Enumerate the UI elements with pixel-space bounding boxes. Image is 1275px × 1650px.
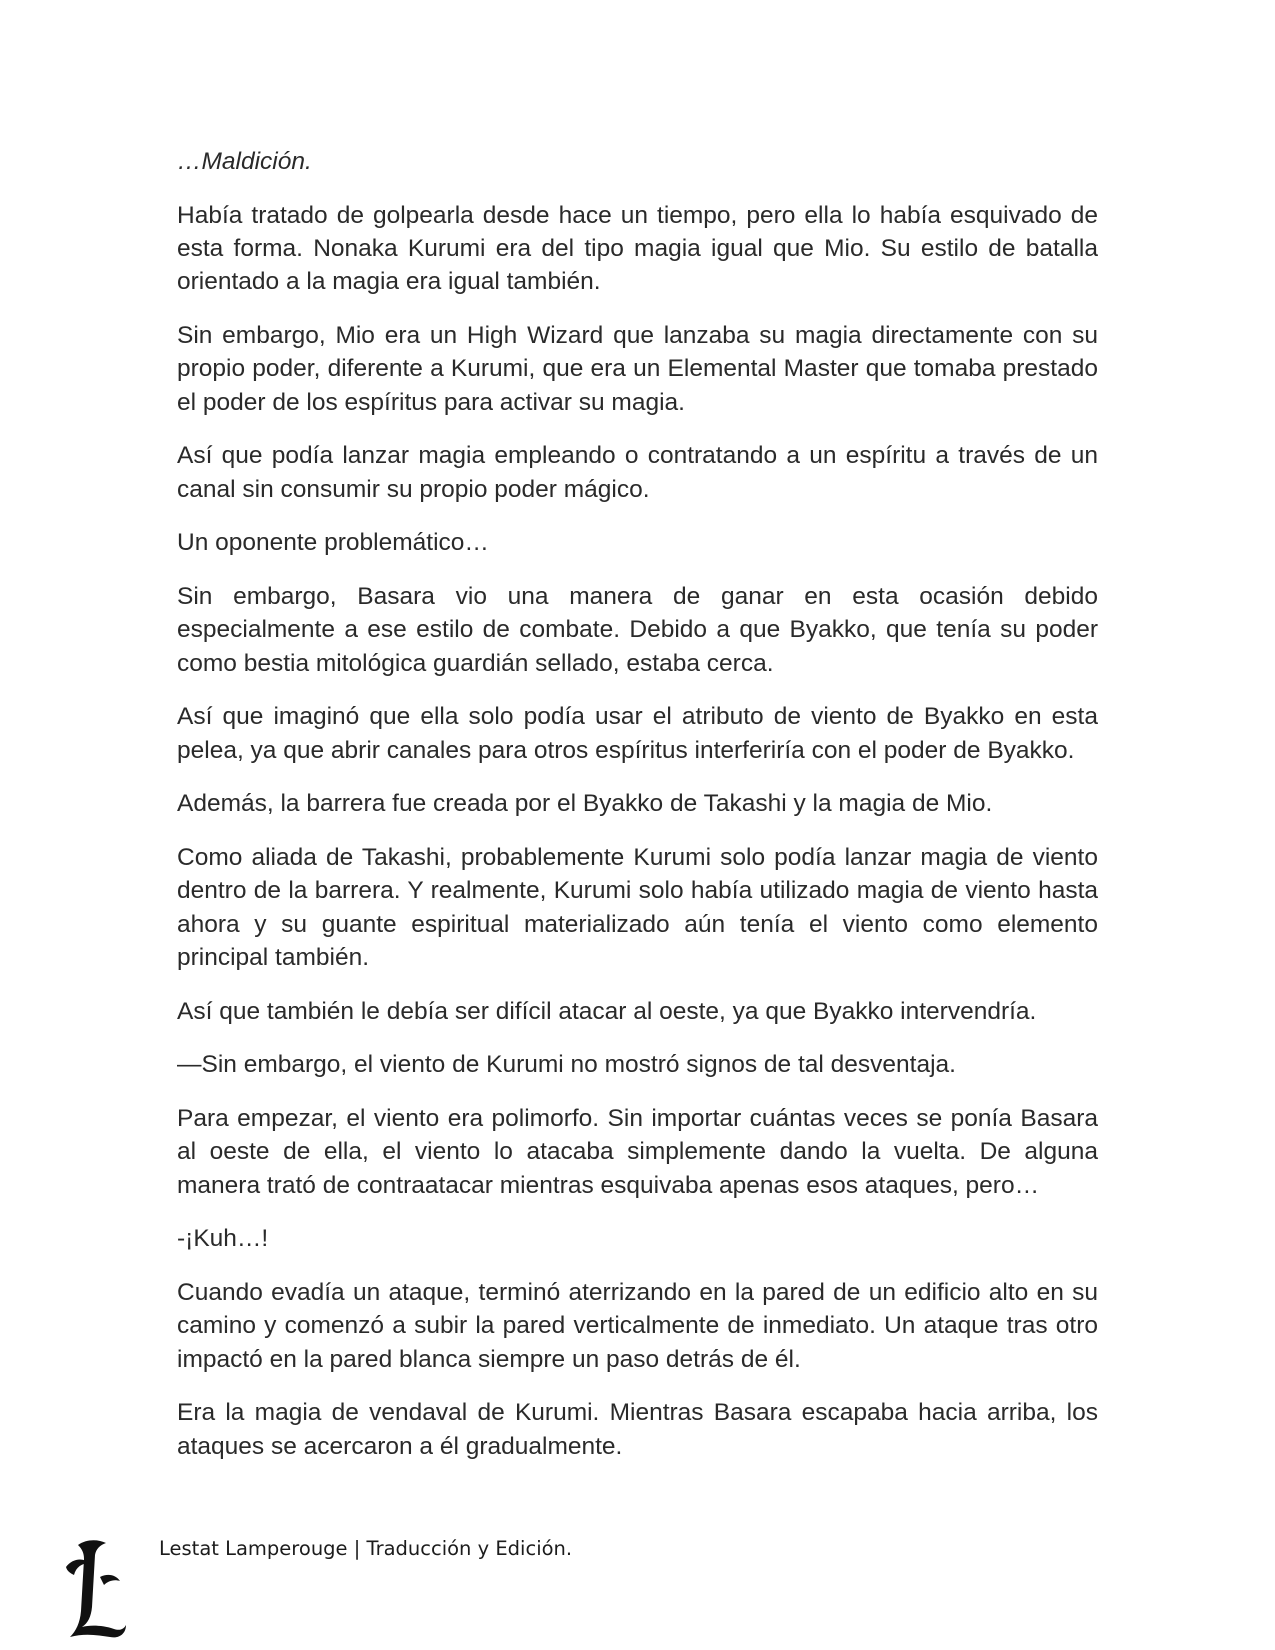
paragraph-2: Había tratado de golpearla desde hace un tiempo, pero ella lo había esquivado de esta forma. Nonaka Kurumi era del tipo magia igual que Mio. Su estilo de batalla orientado a la magia era igual también.: [177, 201, 1098, 296]
gothic-l-logo: [64, 1537, 128, 1639]
paragraph-3: Sin embargo, Mio era un High Wizard que lanzaba su magia directamente con su propio poder, diferente a Kurumi, que era un Elemental Master que tomaba prestado el poder de los espíritus para activar su magia.: [177, 322, 1098, 416]
page-footer: [64, 1537, 764, 1647]
paragraph-10: Así que también le debía ser difícil atacar al oeste, ya que Byakko intervendría.: [177, 997, 1037, 1025]
paragraph-1: …Maldición.: [177, 148, 312, 175]
paragraph-7: Así que imaginó que ella solo podía usar el atributo de viento de Byakko en esta pelea, ya que abrir canales para otros espíritus interferiría con el poder de Byakko.: [177, 703, 1098, 764]
paragraph-9: Como aliada de Takashi, probablemente Kurumi solo podía lanzar magia de viento dentro de la barrera. Y realmente, Kurumi solo había utilizado magia de viento hasta ahora y su guante espiritual materializado aún tenía el viento como elemento principal también.: [177, 844, 1098, 972]
page-body: [177, 145, 1098, 1483]
paragraph-6: Sin embargo, Basara vio una manera de ganar en esta ocasión debido especialmente a ese estilo de combate. Debido a que Byakko, que tenía su poder como bestia mitológica guardián sellado, estaba cerca.: [177, 583, 1098, 677]
paragraph-14: Cuando evadía un ataque, terminó aterrizando en la pared de un edificio alto en su camino y comenzó a subir la pared verticalmente de inmediato. Un ataque tras otro impactó en la pared blanca siempre un paso detrás de él.: [177, 1279, 1098, 1373]
footer-credit: Lestat Lamperouge | Traducción y Edición.: [159, 1537, 573, 1560]
paragraph-5: Un oponente problemático…: [177, 529, 489, 557]
paragraph-11: —Sin embargo, el viento de Kurumi no mostró signos de tal desventaja.: [177, 1051, 956, 1079]
paragraph-8: Además, la barrera fue creada por el Byakko de Takashi y la magia de Mio.: [177, 790, 993, 818]
paragraph-12: Para empezar, el viento era polimorfo. Sin importar cuántas veces se ponía Basara al oeste de ella, el viento lo atacaba simplemente dando la vuelta. De alguna manera trató de contraatacar mientras esquivaba apenas esos ataques, pero…: [177, 1105, 1098, 1199]
paragraph-15: Era la magia de vendaval de Kurumi. Mientras Basara escapaba hacia arriba, los ataques se acercaron a él gradualmente.: [177, 1399, 1098, 1460]
paragraph-13: -¡Kuh…!: [177, 1225, 269, 1253]
paragraph-4: Así que podía lanzar magia empleando o contratando a un espíritu a través de un canal sin consumir su propio poder mágico.: [177, 442, 1098, 503]
